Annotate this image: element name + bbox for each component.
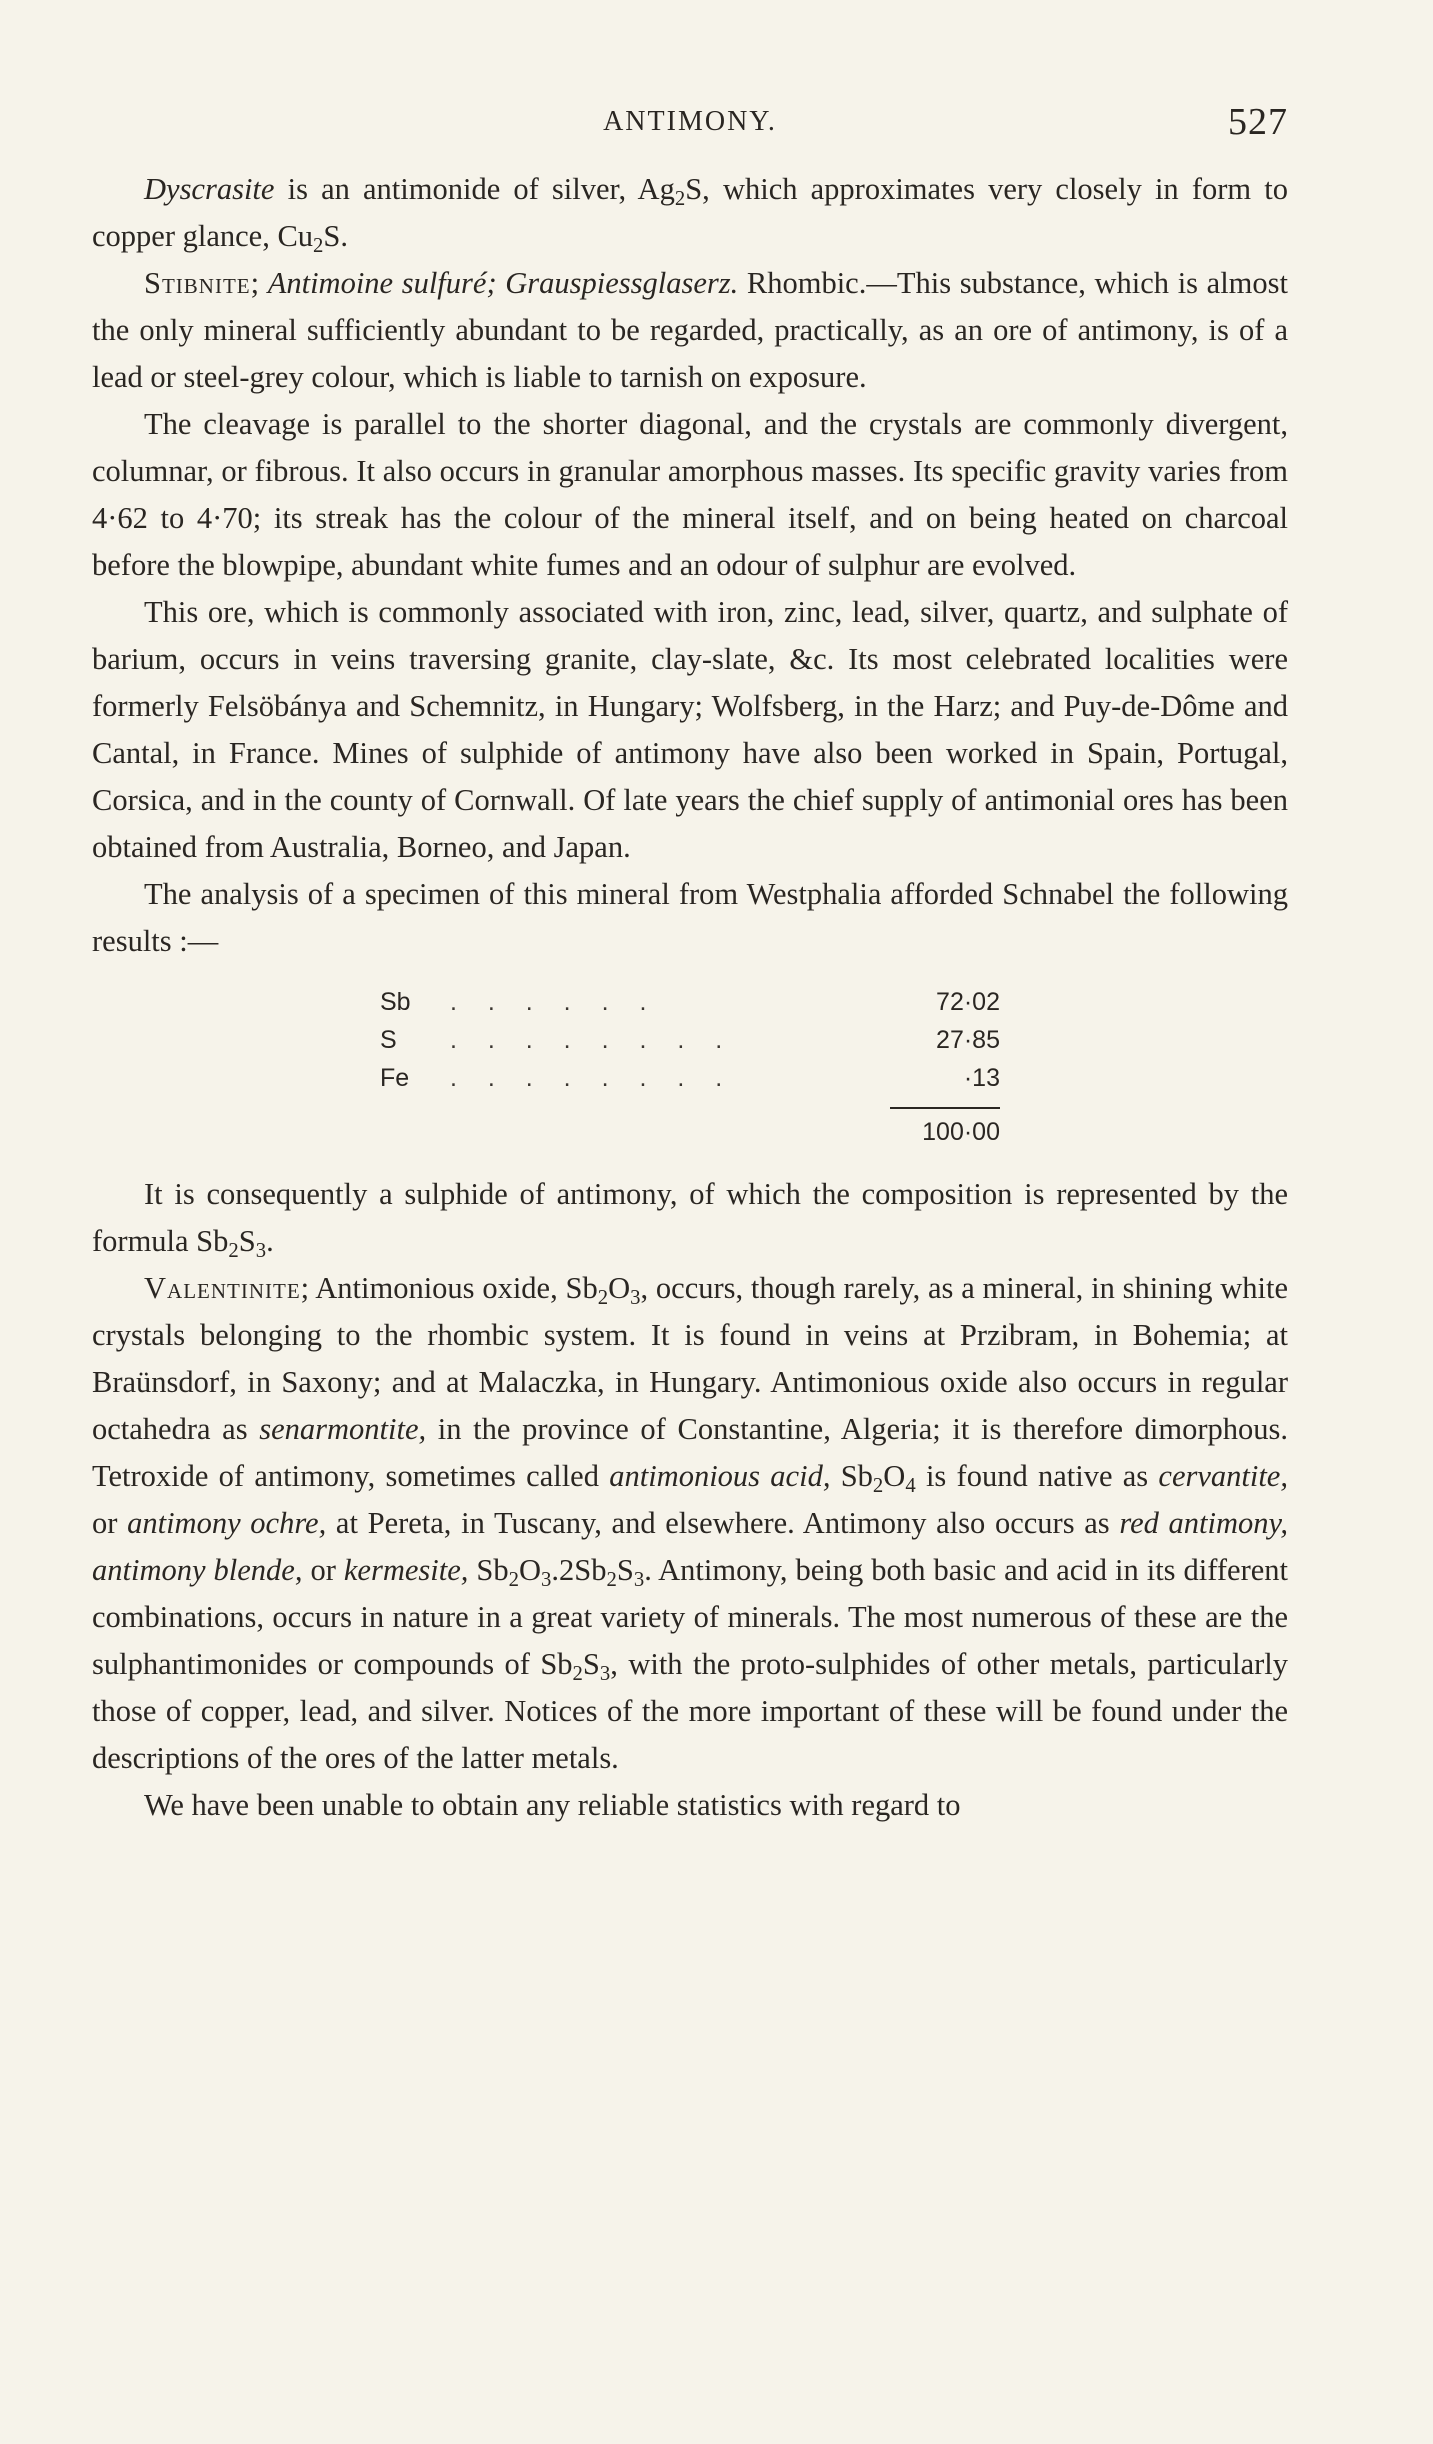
text-run: S <box>582 1647 600 1681</box>
subscript: 2 <box>572 1662 583 1685</box>
text-run: S, which approximates very closely in form to copper glance, Cu <box>92 172 1288 253</box>
analysis-row <box>380 983 1000 1021</box>
text-run: O <box>883 1459 906 1493</box>
subscript: 4 <box>905 1474 916 1497</box>
book-page <box>92 92 1288 1829</box>
leader-dots: . . . . . . . . <box>450 1026 735 1054</box>
term-senarmontite: senarmontite, <box>259 1412 427 1446</box>
subscript: 2 <box>606 1568 617 1591</box>
text-run: It is consequently a sulphide of antimony, of which the composition is represented by the formula Sb <box>92 1177 1288 1258</box>
paragraph-cleavage: The cleavage is parallel to the shorter diagonal, and the crystals are commonly divergent, columnar, or fibrous. It also occurs in granular amorphous masses. Its specific gravity varies from 4·62 to 4·70; its streak has the colour of the mineral itself, and on being heated on charcoal before the blowpipe, abundant white fumes and an odour of sulphur are evolved. <box>92 407 1288 582</box>
element-label: S <box>380 1026 397 1054</box>
element-value: 27·85 <box>936 1026 1000 1054</box>
term-red-antimony: red antimony, antimony blende, <box>92 1506 1288 1587</box>
text-run: O <box>518 1553 541 1587</box>
paragraph-stibnite <box>92 260 1288 401</box>
element-label: Sb <box>380 988 411 1016</box>
subscript: 3 <box>630 1286 641 1309</box>
analysis-row <box>380 1021 1000 1059</box>
subscript: 2 <box>313 234 324 257</box>
text-run: ; <box>250 266 268 300</box>
text-run: S <box>616 1553 634 1587</box>
subscript: 2 <box>597 1286 609 1309</box>
analysis-total-row <box>380 1109 1000 1151</box>
element-value: ·13 <box>963 1064 1000 1092</box>
body-text <box>92 166 1288 1829</box>
subscript: 3 <box>633 1568 645 1591</box>
text-run: at Pereta, in Tuscany, and elsewhere. Antimony also occurs as <box>326 1506 1120 1540</box>
paragraph-statistics: We have been unable to obtain any reliable statistics with regard to <box>144 1788 961 1822</box>
analysis-table <box>380 983 1000 1151</box>
term-antimony-ochre: antimony ochre, <box>127 1506 327 1540</box>
term-stibnite: Stibnite <box>144 266 251 300</box>
leader-dots: . . . . . . . . <box>450 1064 735 1092</box>
page-number: 527 <box>1228 101 1288 143</box>
text-run: . Antimony, being both basic and acid in its different combinations, occurs in nature in a great variety of minerals. The most numerous of these are the sulphantimonides or compounds of Sb <box>92 1553 1288 1681</box>
element-value: 72·02 <box>936 988 1000 1016</box>
subscript: 3 <box>541 1568 552 1591</box>
leader-dots: . . . . . . <box>450 988 659 1016</box>
term-dyscrasite: Dyscrasite <box>144 172 275 206</box>
text-run: , occurs, though rarely, as a mineral, in shining white crystals belonging to the rhombic system. It is found in veins at Przibram, in Bohemia; at Braünsdorf, in Saxony; and at Malaczka, in Hungary. Antimonious oxide also occurs in regular octahedra as <box>92 1271 1288 1446</box>
text-run: is found native as <box>915 1459 1159 1493</box>
term-cervantite: cervantite, <box>1158 1459 1288 1493</box>
page-header <box>92 92 1288 158</box>
paragraph-dyscrasite <box>92 166 1288 260</box>
paragraph-composition <box>92 1171 1288 1265</box>
analysis-row <box>380 1059 1000 1097</box>
text-run: S <box>238 1224 256 1258</box>
running-head: ANTIMONY. <box>603 106 777 137</box>
text-run: is an antimonide of silver, Ag <box>274 172 675 206</box>
element-label: Fe <box>380 1064 410 1092</box>
text-run: S. <box>323 219 349 253</box>
term-kermesite: kermesite, <box>343 1553 469 1587</box>
analysis-total: 100·00 <box>922 1118 1000 1146</box>
text-run: . <box>266 1224 274 1258</box>
text-run: ; Antimonious oxide, Sb <box>300 1271 598 1305</box>
subscript: 2 <box>228 1239 239 1262</box>
subscript: 2 <box>872 1474 884 1497</box>
paragraph-valentinite <box>92 1265 1288 1782</box>
text-run: Rhombic.—This substance, which is almost the only mineral sufficiently abundant to be regarded, practically, as an ore of antimony, is of a lead or steel-grey colour, which is liable to tarnish on exposure. <box>92 266 1288 394</box>
text-run: or <box>302 1553 344 1587</box>
subscript: 2 <box>508 1568 519 1591</box>
subscript: 2 <box>674 187 686 210</box>
stibnite-synonyms: Antimoine sulfuré; Grauspiessglaserz. <box>267 266 739 300</box>
subscript: 3 <box>255 1239 267 1262</box>
text-run: O <box>608 1271 631 1305</box>
subscript: 3 <box>599 1662 611 1685</box>
text-run: in the province of Constantine, Algeria; it is therefore dimorphous. Tetroxide of antimony, sometimes called <box>92 1412 1289 1493</box>
text-run: .2Sb <box>551 1553 607 1587</box>
term-antimonious-acid: antimonious acid, <box>609 1459 831 1493</box>
paragraph-analysis-intro: The analysis of a specimen of this mineral from Westphalia afforded Schnabel the following results :— <box>92 877 1288 958</box>
term-valentinite: Valentinite <box>144 1271 301 1305</box>
text-run: Sb <box>468 1553 509 1587</box>
paragraph-localities: This ore, which is commonly associated with iron, zinc, lead, silver, quartz, and sulphate of barium, occurs in veins traversing granite, clay-slate, &c. Its most celebrated localities were formerly Felsöbánya and Schemnitz, in Hungary; Wolfsberg, in the Harz; and Puy-de-Dôme and Cantal, in France. Mines of sulphide of antimony have also been worked in Spain, Portugal, Corsica, and in the county of Cornwall. Of late years the chief supply of antimonial ores has been obtained from Australia, Borneo, and Japan. <box>92 595 1288 864</box>
text-run: Sb <box>830 1459 873 1493</box>
text-run: , with the proto-sulphides of other metals, particularly those of copper, lead, and silver. Notices of the more important of these will be found under the descriptions of the ores of the latter metals. <box>92 1647 1288 1775</box>
text-run: or <box>92 1506 128 1540</box>
